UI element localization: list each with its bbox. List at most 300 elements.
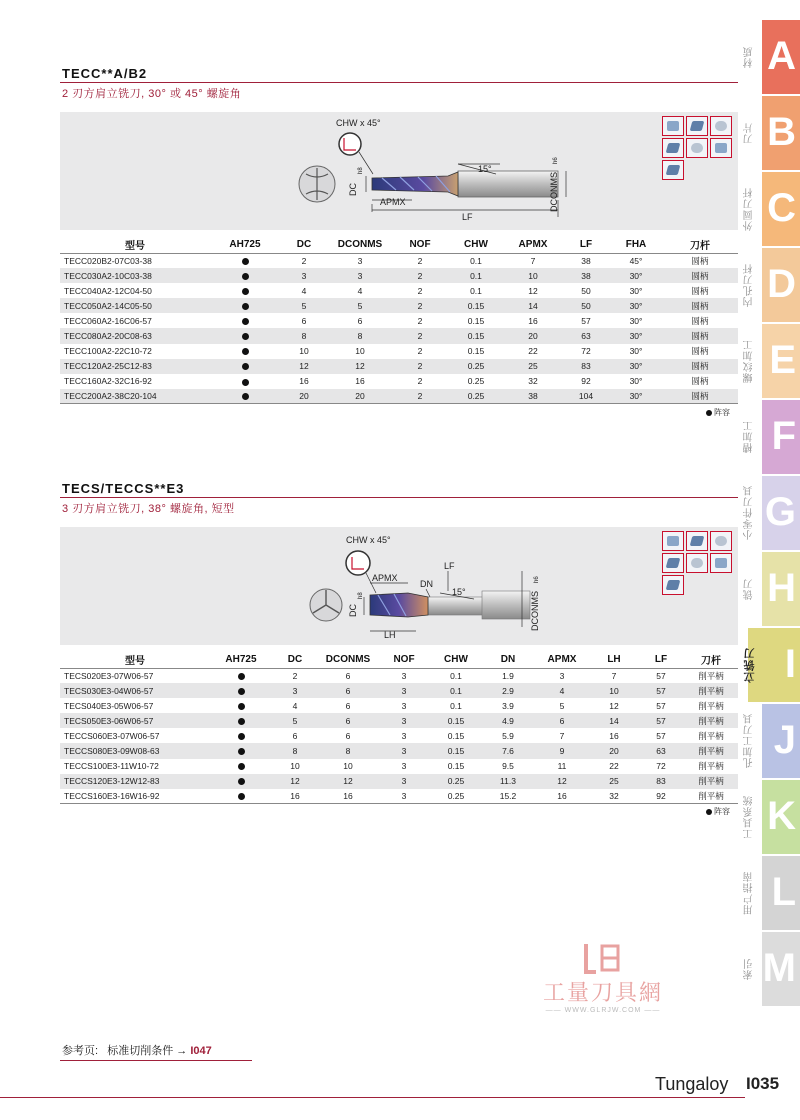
value-cell: 11: [557, 761, 567, 772]
chapter-label: 铣刀: [744, 578, 755, 600]
legend-dot-icon: [706, 410, 712, 416]
value-cell: 38: [581, 255, 591, 266]
table-row: [60, 344, 738, 359]
table-row: [60, 789, 738, 804]
value-cell: 圆柄: [662, 389, 738, 404]
value-cell: 20: [504, 328, 562, 343]
value-cell: 30°: [610, 389, 662, 404]
section-2-tool-drawing: [60, 527, 738, 645]
column-header: AH725: [225, 653, 257, 665]
value-cell: [210, 698, 272, 713]
value-cell: 圆柄: [662, 359, 738, 374]
stock-dot-icon: [242, 363, 249, 370]
chapter-tab-e[interactable]: [762, 324, 800, 398]
value-cell: 3: [378, 774, 430, 789]
legend-text: 阵容: [714, 408, 730, 417]
dim-lh: LH: [384, 630, 396, 640]
value-cell: 5: [280, 298, 328, 313]
value-cell: 削平柄: [684, 683, 738, 698]
stock-dot-icon: [238, 763, 245, 770]
value-cell: 57: [581, 315, 591, 326]
watermark-url: —— WWW.GLRJW.COM ——: [545, 1007, 661, 1014]
value-cell: 6: [357, 315, 363, 326]
stock-dot-icon: [238, 793, 245, 800]
stock-dot-icon: [238, 688, 245, 695]
value-cell: [210, 374, 280, 389]
value-cell: 8: [280, 328, 328, 343]
chapter-label: 材质: [744, 46, 755, 68]
value-cell: 22: [528, 346, 538, 357]
stock-dot-icon: [238, 748, 245, 755]
watermark-name: 工量刀具網: [542, 981, 663, 1006]
value-cell: 12: [318, 774, 378, 789]
reference-text: 标准切削条件: [107, 1045, 174, 1057]
model-cell: TECS050E3-06W06-57: [60, 713, 210, 728]
value-cell: 12: [328, 359, 392, 374]
chapter-tab-m[interactable]: [762, 932, 800, 1006]
value-cell: 4.9: [482, 713, 534, 728]
value-cell: 25: [590, 774, 638, 789]
column-header: DCONMS: [337, 238, 383, 250]
chapter-letter: K: [767, 794, 796, 838]
value-cell: 12: [272, 774, 318, 789]
value-cell: [210, 268, 280, 283]
value-cell: [210, 789, 272, 804]
value-cell: 57: [638, 713, 684, 728]
value-cell: 32: [590, 789, 638, 804]
value-cell: [210, 759, 272, 774]
value-cell: 0.1: [448, 268, 504, 283]
value-cell: 3: [378, 743, 430, 758]
value-cell: 削平柄: [698, 730, 724, 741]
value-cell: 30°: [610, 328, 662, 343]
value-cell: 3: [401, 700, 407, 711]
value-cell: 14: [590, 713, 638, 728]
chapter-tab-h[interactable]: [762, 552, 800, 626]
value-cell: 14: [504, 298, 562, 313]
chapter-label: 孔加工刀具: [744, 713, 755, 769]
value-cell: [210, 683, 272, 698]
section-2-spec-table: [60, 651, 738, 804]
chapter-letter: F: [771, 414, 796, 458]
chapter-tab-b[interactable]: [762, 96, 800, 170]
dim-dconms-tol: h6: [534, 576, 540, 583]
column-header: NOF: [393, 653, 415, 665]
value-cell: 1.9: [502, 670, 514, 681]
table-row: [60, 389, 738, 404]
table-row: [60, 713, 738, 728]
value-cell: 12: [280, 359, 328, 374]
column-header: LF: [654, 653, 668, 665]
section-1-legend: [706, 407, 730, 418]
model-cell: TECC060A2-16C06-57: [64, 315, 152, 326]
value-cell: 16: [534, 789, 590, 804]
value-cell: 16: [299, 376, 309, 387]
value-cell: 0.25: [430, 774, 482, 789]
dim-dc-tol: h8: [358, 592, 364, 599]
value-cell: 8: [318, 743, 378, 758]
value-cell: 削平柄: [698, 761, 724, 772]
chapter-label: 刀片: [744, 122, 755, 144]
column-header: DN: [500, 653, 516, 665]
value-cell: 6: [534, 713, 590, 728]
value-cell: [210, 344, 280, 359]
plunging-icon: [686, 138, 708, 158]
model-cell: TECC040A2-12C04-50: [64, 285, 152, 296]
value-cell: 2: [392, 359, 448, 374]
chapter-letter: B: [767, 110, 796, 154]
value-cell: 0.15: [467, 315, 485, 326]
dim-chw: CHW x 45°: [346, 535, 391, 545]
table-row: [60, 374, 738, 389]
table-row: [60, 743, 738, 758]
model-cell: TECC160A2-32C16-92: [64, 376, 152, 387]
column-header: APMX: [518, 238, 548, 250]
chapter-label: 槽加工: [744, 420, 755, 454]
value-cell: 0.15: [448, 328, 504, 343]
value-cell: 4: [357, 285, 363, 296]
value-cell: 削平柄: [684, 713, 738, 728]
chapter-label: 工具系统: [744, 795, 755, 839]
ramping-icon: [662, 160, 684, 180]
value-cell: 3: [378, 789, 430, 804]
dim-dn: DN: [420, 579, 433, 589]
application-icons: [662, 116, 732, 180]
value-cell: 92: [638, 789, 684, 804]
dim-apmx: APMX: [380, 197, 406, 207]
model-cell: TECC120A2-25C12-83: [60, 359, 210, 374]
shoulder-milling-icon: [662, 116, 684, 136]
value-cell: 0.25: [467, 376, 485, 387]
value-cell: 0.1: [430, 683, 482, 698]
value-cell: 8: [272, 743, 318, 758]
value-cell: [210, 253, 280, 268]
table-row: [60, 683, 738, 698]
table-row: [60, 268, 738, 283]
value-cell: 4: [292, 700, 298, 711]
value-cell: 2: [417, 285, 423, 296]
chapter-letter: G: [764, 490, 796, 534]
value-cell: 3: [401, 761, 407, 772]
section-2-legend: [706, 806, 730, 817]
legend-dot-icon: [706, 809, 712, 815]
section-2-subtitle: 3 刃方肩立铣刀, 38° 螺旋角, 短型: [62, 503, 235, 515]
table-row: [60, 298, 738, 313]
chapter-tab-j[interactable]: [762, 704, 800, 778]
section-2-title: TECS/TECCS**E3: [62, 481, 185, 496]
dim-chw: CHW x 45°: [336, 118, 381, 128]
stock-dot-icon: [242, 348, 249, 355]
model-cell: TECCS080E3-09W08-63: [60, 743, 210, 758]
value-cell: 30°: [610, 298, 662, 313]
value-cell: 9: [534, 743, 590, 758]
page-number: I035: [746, 1074, 780, 1093]
value-cell: 6: [318, 683, 378, 698]
value-cell: 削平柄: [684, 774, 738, 789]
dim-dc-tol: h8: [358, 167, 364, 174]
value-cell: 20: [590, 743, 638, 758]
value-cell: 4: [301, 285, 307, 296]
section-1-title: TECC**A/B2: [62, 66, 148, 81]
value-cell: 0.15: [467, 346, 485, 357]
face-milling-icon: [710, 553, 732, 573]
value-cell: 圆柄: [662, 298, 738, 313]
chapter-label: 小零件刀具: [744, 485, 755, 541]
value-cell: 11.3: [482, 774, 534, 789]
value-cell: 10: [290, 761, 300, 772]
stock-dot-icon: [242, 333, 249, 340]
value-cell: 7: [611, 670, 617, 681]
chapter-tab-f[interactable]: [762, 400, 800, 474]
stock-dot-icon: [238, 733, 245, 740]
value-cell: 30°: [629, 285, 643, 296]
value-cell: 50: [581, 285, 591, 296]
value-cell: [210, 328, 280, 343]
chapter-label: 螺纹加工: [744, 339, 755, 383]
value-cell: 2: [417, 346, 423, 357]
table-row: [60, 759, 738, 774]
model-cell: TECC080A2-20C08-63: [60, 328, 210, 343]
pocketing-icon: [662, 553, 684, 573]
table-header-row: [60, 651, 738, 668]
value-cell: 0.15: [447, 730, 465, 741]
face-milling-icon: [710, 138, 732, 158]
model-cell: TECCS160E3-16W16-92: [60, 789, 210, 804]
value-cell: [210, 298, 280, 313]
value-cell: 削平柄: [698, 670, 724, 681]
value-cell: [210, 313, 280, 328]
value-cell: 3: [280, 268, 328, 283]
model-cell: TECCS060E3-07W06-57: [64, 730, 160, 741]
column-header: NOF: [409, 238, 431, 250]
value-cell: 20: [328, 389, 392, 404]
shoulder-milling-icon: [662, 531, 684, 551]
reference-arrow: →: [176, 1045, 188, 1057]
dim-dconms: DCONMS: [530, 591, 540, 631]
stock-dot-icon: [242, 288, 249, 295]
model-cell: TECC030A2-10C03-38: [60, 268, 210, 283]
column-header: LH: [607, 653, 621, 665]
value-cell: 92: [581, 376, 591, 387]
value-cell: 15.2: [482, 789, 534, 804]
value-cell: [210, 389, 280, 404]
value-cell: 8: [328, 328, 392, 343]
value-cell: 3.9: [502, 700, 514, 711]
value-cell: 圆柄: [691, 346, 709, 357]
chapter-tab-k[interactable]: [762, 780, 800, 854]
value-cell: 32: [528, 376, 538, 387]
value-cell: 2: [392, 268, 448, 283]
value-cell: 12: [534, 774, 590, 789]
value-cell: 16: [355, 376, 365, 387]
value-cell: 2: [392, 328, 448, 343]
value-cell: 5.9: [502, 730, 514, 741]
value-cell: 6: [345, 700, 351, 711]
value-cell: 0.1: [470, 255, 482, 266]
pocketing-icon: [662, 138, 684, 158]
value-cell: 30°: [610, 359, 662, 374]
dim-lf: LF: [462, 212, 473, 222]
stock-dot-icon: [242, 379, 249, 386]
value-cell: 2: [292, 670, 298, 681]
dim-angle: 15°: [452, 587, 466, 597]
value-cell: 5: [559, 700, 565, 711]
chapter-letter: H: [767, 566, 796, 610]
value-cell: 16: [272, 789, 318, 804]
stock-dot-icon: [242, 318, 249, 325]
chapter-tab-c[interactable]: [762, 172, 800, 246]
value-cell: 2: [392, 389, 448, 404]
slotting-icon: [710, 531, 732, 551]
value-cell: 12: [609, 700, 619, 711]
value-cell: 3: [559, 670, 565, 681]
value-cell: 72: [581, 346, 591, 357]
value-cell: 57: [638, 683, 684, 698]
chapter-tab-d[interactable]: [762, 248, 800, 322]
value-cell: 圆柄: [662, 328, 738, 343]
table-row: [60, 359, 738, 374]
reference-page-link[interactable]: I047: [190, 1045, 212, 1057]
section-1-subtitle: 2 刃方肩立铣刀, 30° 或 45° 螺旋角: [62, 88, 242, 100]
dim-apmx: APMX: [372, 573, 398, 583]
value-cell: 3: [328, 268, 392, 283]
value-cell: 0.15: [430, 743, 482, 758]
column-header: DCONMS: [325, 653, 371, 665]
value-cell: 0.25: [448, 389, 504, 404]
column-header: LF: [579, 238, 593, 250]
model-cell: TECC020B2-07C03-38: [64, 255, 152, 266]
table-row: [60, 328, 738, 343]
value-cell: 削平柄: [698, 700, 724, 711]
table-row: [60, 253, 738, 268]
value-cell: 削平柄: [684, 789, 738, 804]
table-row: [60, 668, 738, 683]
value-cell: 3: [378, 713, 430, 728]
chapter-letter: J: [773, 718, 796, 762]
value-cell: 圆柄: [691, 285, 709, 296]
watermark-logo-icon: [582, 940, 624, 976]
model-cell: TECC050A2-14C05-50: [60, 298, 210, 313]
value-cell: 圆柄: [691, 315, 709, 326]
model-cell: TECCS120E3-12W12-83: [60, 774, 210, 789]
value-cell: 6: [301, 315, 307, 326]
chapter-label: 用户指南: [744, 871, 755, 915]
value-cell: [210, 283, 280, 298]
chapter-label: 索引: [744, 958, 755, 980]
value-cell: 30°: [610, 268, 662, 283]
value-cell: 2: [417, 255, 423, 266]
dim-lf: LF: [444, 561, 455, 571]
reference-rule: [60, 1060, 252, 1061]
stock-dot-icon: [238, 718, 245, 725]
table-row: [60, 313, 738, 328]
side-milling-icon: [686, 116, 708, 136]
value-cell: [210, 774, 272, 789]
value-cell: 7: [530, 255, 536, 266]
column-header: APMX: [547, 653, 577, 665]
value-cell: 6: [345, 730, 351, 741]
value-cell: 16: [609, 730, 619, 741]
dim-angle: 15°: [478, 164, 492, 174]
chapter-tab-g[interactable]: [762, 476, 800, 550]
plunging-icon: [686, 553, 708, 573]
chapter-letter: E: [769, 338, 796, 382]
value-cell: 5: [272, 713, 318, 728]
value-cell: 57: [656, 670, 666, 681]
value-cell: 3: [272, 683, 318, 698]
value-cell: 12: [528, 285, 538, 296]
model-cell: TECS020E3-07W06-57: [64, 670, 154, 681]
chapter-label: 内孔刀杆: [744, 263, 755, 307]
value-cell: [210, 743, 272, 758]
value-cell: 16: [528, 315, 538, 326]
value-cell: 0.1: [450, 700, 462, 711]
value-cell: 20: [280, 389, 328, 404]
value-cell: 57: [656, 730, 666, 741]
footer-rule: [0, 1097, 745, 1098]
value-cell: 10: [343, 761, 353, 772]
value-cell: 57: [656, 700, 666, 711]
value-cell: 圆柄: [691, 376, 709, 387]
value-cell: 3: [401, 670, 407, 681]
value-cell: 3: [378, 683, 430, 698]
value-cell: 38: [504, 389, 562, 404]
ramping-icon: [662, 575, 684, 595]
dim-dc: DC: [348, 183, 358, 196]
application-icons: [662, 531, 732, 595]
stock-dot-icon: [238, 778, 245, 785]
model-cell: TECC200A2-38C20-104: [60, 389, 210, 404]
value-cell: 63: [562, 328, 610, 343]
value-cell: 6: [318, 713, 378, 728]
value-cell: 38: [562, 268, 610, 283]
column-header: DC: [296, 238, 312, 250]
chapter-letter: C: [767, 186, 796, 230]
watermark: [538, 940, 668, 1014]
value-cell: 45°: [629, 255, 643, 266]
model-cell: TECS040E3-05W06-57: [64, 700, 154, 711]
column-header: FHA: [625, 238, 647, 250]
section-1-tool-drawing: [60, 112, 738, 230]
value-cell: 7: [559, 730, 565, 741]
value-cell: 2: [392, 298, 448, 313]
dim-dconms: DCONMS: [549, 172, 559, 212]
value-cell: 5: [328, 298, 392, 313]
table-row: [60, 698, 738, 713]
chapter-tab-l[interactable]: [762, 856, 800, 930]
value-cell: 30°: [629, 376, 643, 387]
chapter-letter: L: [771, 870, 796, 914]
column-header: CHW: [464, 238, 488, 250]
value-cell: 30°: [629, 346, 643, 357]
value-cell: 6: [292, 730, 298, 741]
value-cell: 10: [355, 346, 365, 357]
value-cell: 0.1: [470, 285, 482, 296]
section-1-spec-table: [60, 236, 738, 404]
value-cell: 16: [318, 789, 378, 804]
reference-note: [62, 1042, 212, 1058]
value-cell: 0.25: [448, 359, 504, 374]
value-cell: [210, 668, 272, 683]
chapter-tab-a[interactable]: [762, 20, 800, 94]
dim-dc: DC: [348, 604, 358, 617]
stock-dot-icon: [238, 673, 245, 680]
model-cell: TECC100A2-22C10-72: [64, 346, 152, 357]
value-cell: [210, 359, 280, 374]
column-header: CHW: [444, 653, 468, 665]
chapter-letter: I: [784, 642, 796, 686]
value-cell: 2: [417, 315, 423, 326]
